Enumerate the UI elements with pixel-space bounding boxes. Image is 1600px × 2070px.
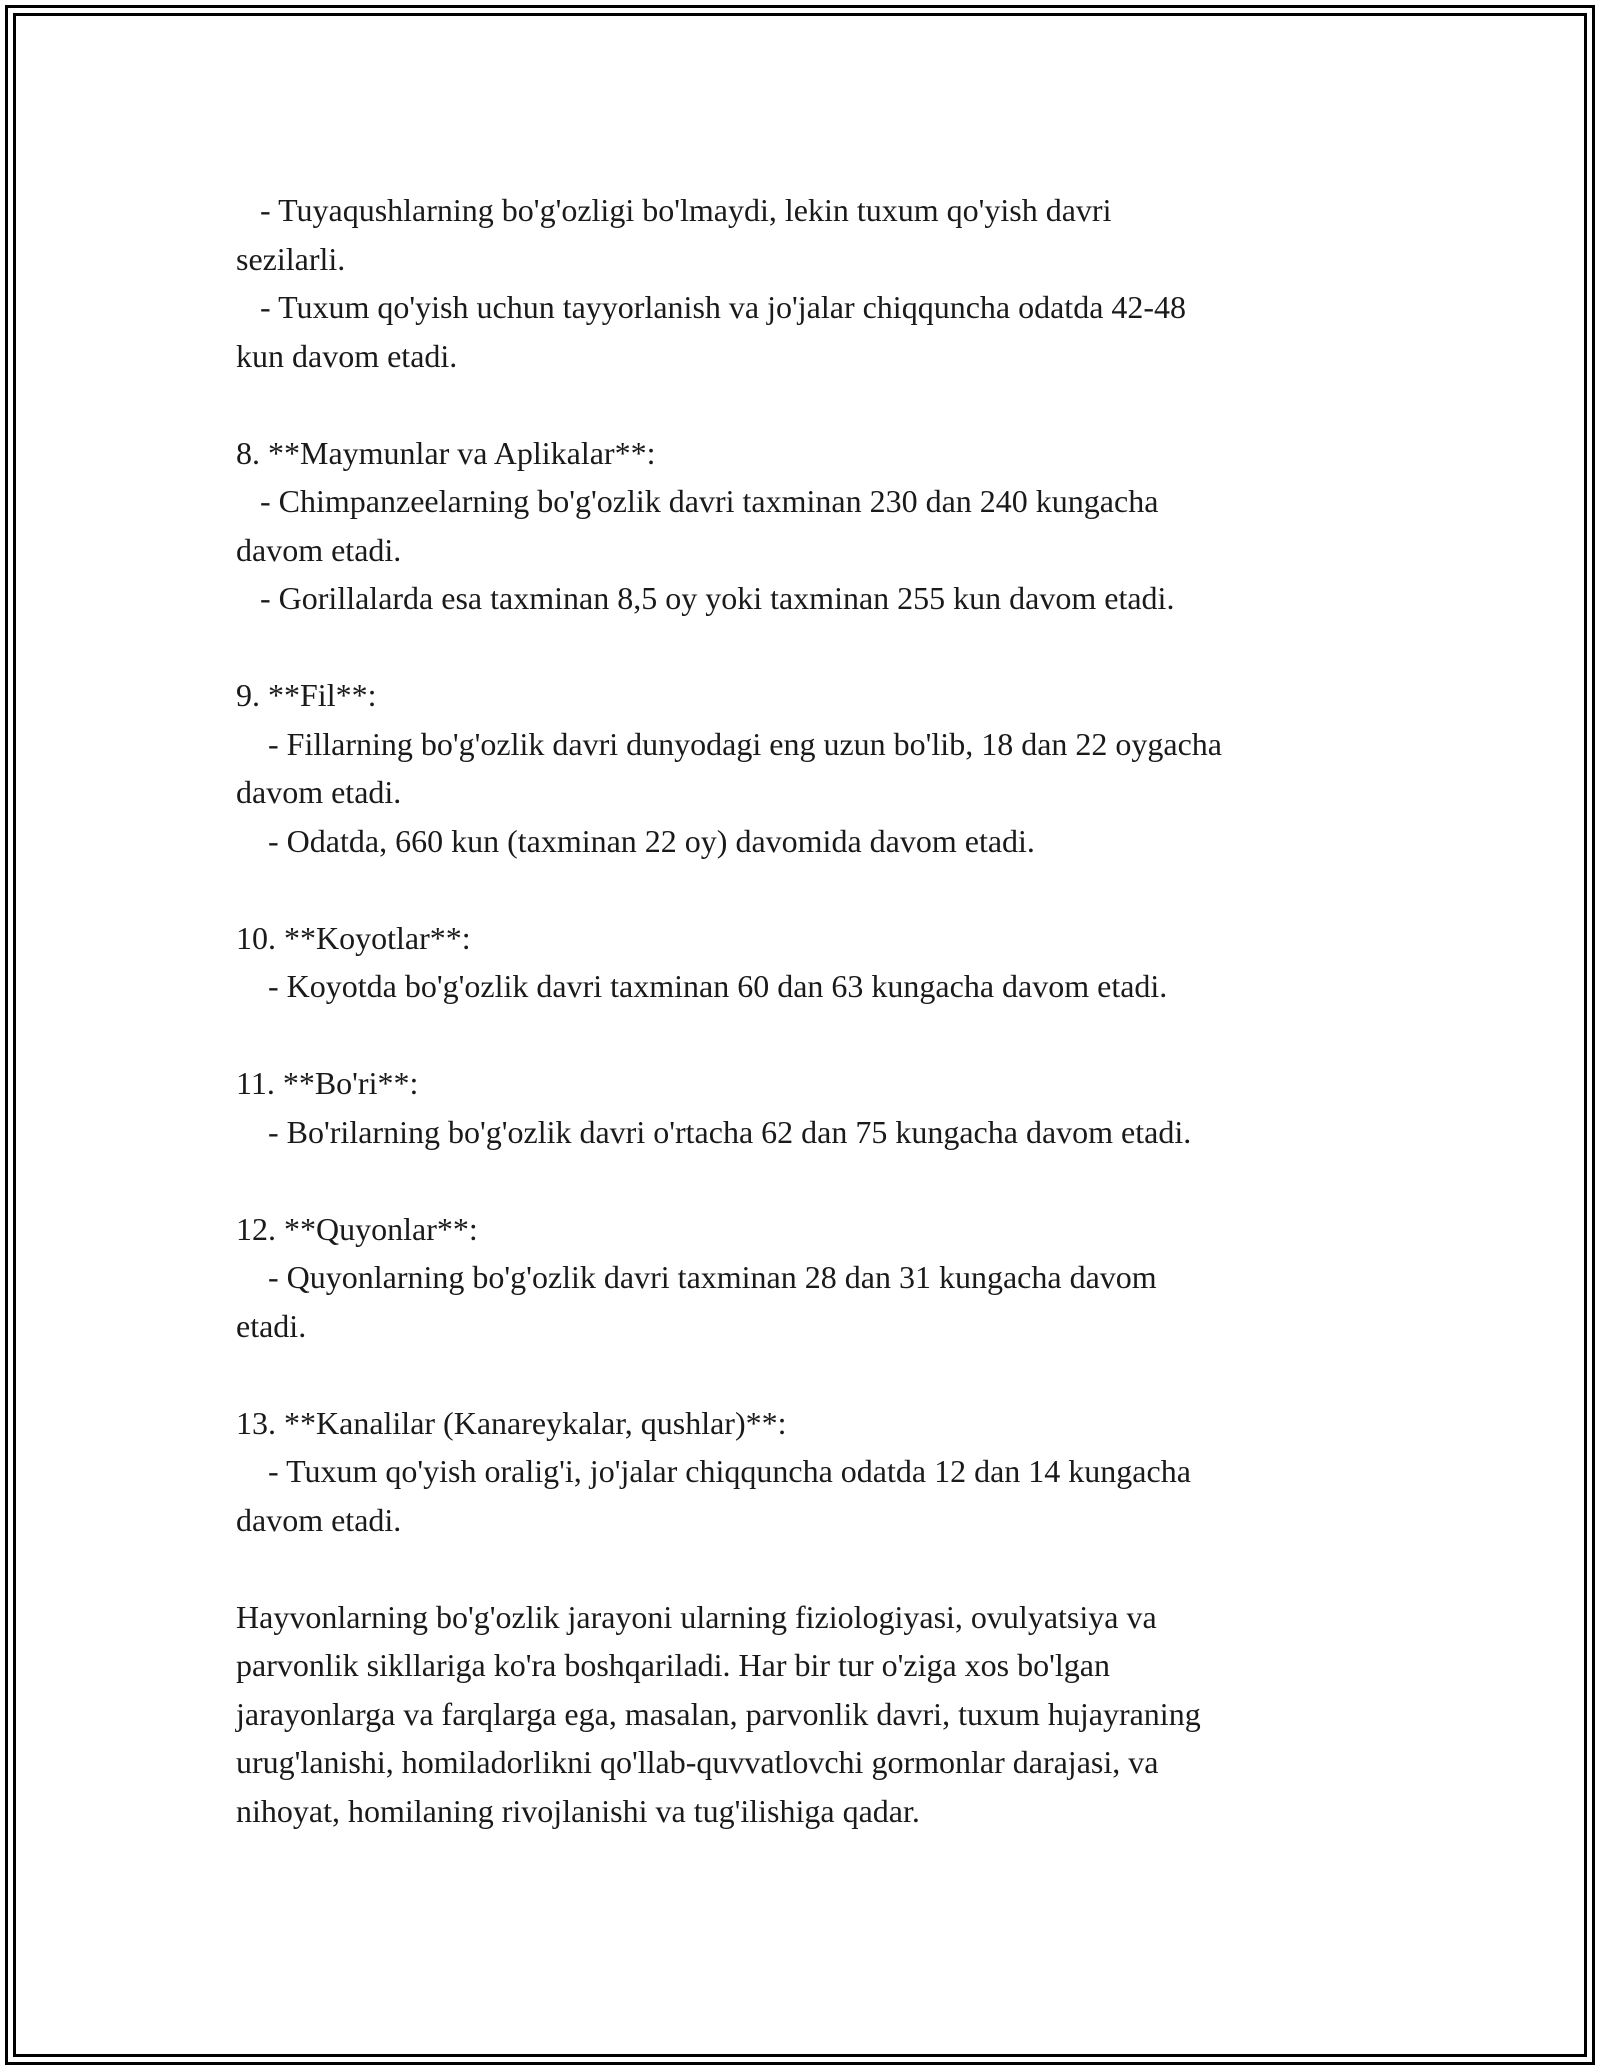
text-line: etadi.: [236, 1307, 307, 1344]
text-line: - Bo'rilarning bo'g'ozlik davri o'rtacha 62 dan 75 kungacha davom etadi.: [236, 1113, 1192, 1150]
paragraph-line: nihoyat, homilaning rivojlanishi va tug'ilishiga qadar.: [236, 1792, 920, 1829]
blank-line: [236, 623, 1406, 672]
section-heading: 8. **Maymunlar va Aplikalar**:: [236, 434, 656, 471]
text-line: - Quyonlarning bo'g'ozlik davri taxminan 28 dan 31 kungacha davom: [236, 1259, 1157, 1295]
text-line: sezilarli.: [236, 240, 346, 277]
blank-line: [236, 1011, 1406, 1060]
section-heading: 10. **Koyotlar**:: [236, 919, 471, 956]
section-heading: 9. **Fil**:: [236, 677, 377, 713]
text-line: - Fillarning bo'g'ozlik davri dunyodagi eng uzun bo'lib, 18 dan 22 oygacha: [236, 725, 1222, 762]
text-line: - Tuxum qo'yish oralig'i, jo'jalar chiqquncha odatda 12 dan 14 kungacha: [236, 1453, 1191, 1489]
text-line: davom etadi.: [236, 774, 402, 810]
section-heading: 11. **Bo'ri**:: [236, 1065, 419, 1101]
text-line: - Gorillalarda esa taxminan 8,5 oy yoki taxminan 255 kun davom etadi.: [236, 580, 1175, 616]
text-line: - Tuxum qo'yish uchun tayyorlanish va jo'jalar chiqquncha odatda 42-48: [236, 289, 1187, 325]
text-line: - Koyotda bo'g'ozlik davri taxminan 60 dan 63 kungacha davom etadi.: [236, 968, 1168, 1004]
section-heading: 12. **Quyonlar**:: [236, 1210, 478, 1247]
paragraph-line: Hayvonlarning bo'g'ozlik jarayoni ularning fiziologiyasi, ovulyatsiya va: [236, 1598, 1157, 1635]
text-line: davom etadi.: [236, 1501, 402, 1538]
text-line: davom etadi.: [236, 531, 402, 568]
paragraph-line: urug'lanishi, homiladorlikni qo'llab-quvvatlovchi gormonlar darajasi, va: [236, 1744, 1159, 1780]
paragraph-line: jarayonlarga va farqlarga ega, masalan, parvonlik davri, tuxum hujayraning: [236, 1695, 1201, 1732]
text-line: - Tuyaqushlarning bo'g'ozligi bo'lmaydi, lekin tuxum qo'yish davri: [236, 192, 1112, 228]
paragraph-line: parvonlik sikllariga ko'ra boshqariladi. Har bir tur o'ziga xos bo'lgan: [236, 1647, 1110, 1683]
section-heading: 13. **Kanalilar (Kanareykalar, qushlar)**:: [236, 1404, 787, 1441]
blank-line: [236, 1544, 1406, 1593]
blank-line: [236, 380, 1406, 429]
document-body: [236, 186, 1406, 1835]
blank-line: [236, 1156, 1406, 1205]
text-line: kun davom etadi.: [236, 337, 458, 374]
blank-line: [236, 865, 1406, 914]
text-line: - Odatda, 660 kun (taxminan 22 oy) davomida davom etadi.: [236, 822, 1035, 859]
blank-line: [236, 1350, 1406, 1399]
text-line: - Chimpanzeelarning bo'g'ozlik davri taxminan 230 dan 240 kungacha: [236, 483, 1159, 519]
